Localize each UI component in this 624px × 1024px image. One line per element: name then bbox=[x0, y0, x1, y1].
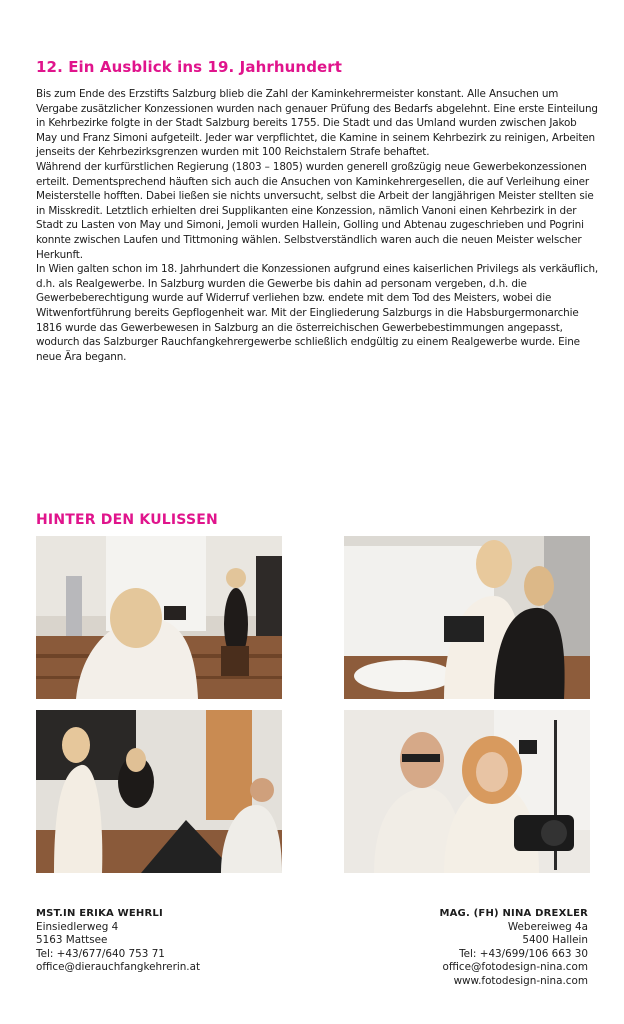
contact-erika-wehrli bbox=[36, 907, 200, 975]
contact-name: MAG. (FH) NINA DREXLER bbox=[439, 908, 588, 919]
contact-street: Webereiweg 4a bbox=[507, 920, 588, 933]
contact-street: Einsiedlerweg 4 bbox=[36, 920, 119, 933]
contact-website[interactable]: www.fotodesign-nina.com bbox=[453, 974, 588, 987]
contact-city: 5400 Hallein bbox=[522, 934, 588, 947]
paragraph: Während der kurfürstlichen Regierung (1803 – 1805) wurden generell großzügig neue Gewerbekonzessionen erteilt. Dementsprechend häuften sich auch die Ansuchen von Kaminkehrergesellen, die auf Verleihung einer Meisterstelle hofften. Dabei ließen sie nichts unversucht, selbst die Arbeit der langjährigen Meister stellten sie in Misskredit. Letztlich erhielten drei Supplikanten eine Konzession, nämlich Vanoni einen Kehrbezirk in der Stadt zu Lasten von May und Simoni, Jemoli wurden Hallein, Golling und Abtenau zugeschrieben und Pogrini konnte zwischen Laufen und Tittmoning wählen. Selbstverständlich waren auch die neuen Meister welscher Herkunft. bbox=[36, 160, 594, 261]
contact-email[interactable]: office@fotodesign-nina.com bbox=[442, 961, 588, 974]
contact-phone: Tel: +43/677/640 753 71 bbox=[36, 947, 165, 960]
photo-studio-4 bbox=[344, 710, 590, 873]
contact-name: MST.IN ERIKA WEHRLI bbox=[36, 908, 163, 919]
contact-nina-drexler bbox=[439, 907, 588, 989]
photo-studio-3 bbox=[36, 710, 282, 873]
gallery-heading: HINTER DEN KULISSEN bbox=[36, 512, 218, 528]
photo-studio-2 bbox=[344, 536, 590, 699]
photo-studio-1 bbox=[36, 536, 282, 699]
section-heading: 12. Ein Ausblick ins 19. Jahrhundert bbox=[36, 58, 343, 76]
contact-email[interactable]: office@dierauchfangkehrerin.at bbox=[36, 961, 201, 974]
contact-phone: Tel: +43/699/106 663 30 bbox=[459, 947, 588, 960]
contact-city: 5163 Mattsee bbox=[36, 934, 108, 947]
paragraph: In Wien galten schon im 18. Jahrhundert die Konzessionen aufgrund eines kaiserlichen Privilegs als verkäuflich, d.h. als Realgewerbe. In Salzburg wurden die Gewerbe bis dahin ad personam vergeben, d.h. die Gewerbeberechtigung wurde auf Widerruf verliehen bzw. endete mit dem Tod des Meisters, wobei die Witwenfortführung bereits Gepflogenheit war. Mit der Eingliederung Salzburgs in die Habsburgermonarchie 1816 wurde das Gewerbewesen in Salzburg an die österreichischen Gewerbebestimmungen angepasst, wodurch das Salzburger Rauchfangkehrergewerbe schließlich endgültig zu einem Realgewerbe wurde. Eine neue Ära begann. bbox=[36, 263, 599, 363]
paragraph: Bis zum Ende des Erzstifts Salzburg blieb die Zahl der Kaminkehrermeister konstant. Alle Ansuchen um Vergabe zusätzlicher Konzessionen wurden nach genauer Prüfung des Bedarfs abgelehnt. Eine erste Einteilung in Kehrbezirke folgte in der Stadt Salzburg bereits 1755. Die Stadt und das Umland wurden zwischen Jakob May und Franz Simoni aufgeteilt. Jeder war verpflichtet, die Kamine in seinem Kehrbezirk zu reinigen, Arbeiten jenseits der Kehrbezirksgrenzen wurden mit 100 Reichstalern Strafe behaftet. bbox=[36, 88, 598, 159]
article-body bbox=[36, 87, 600, 364]
